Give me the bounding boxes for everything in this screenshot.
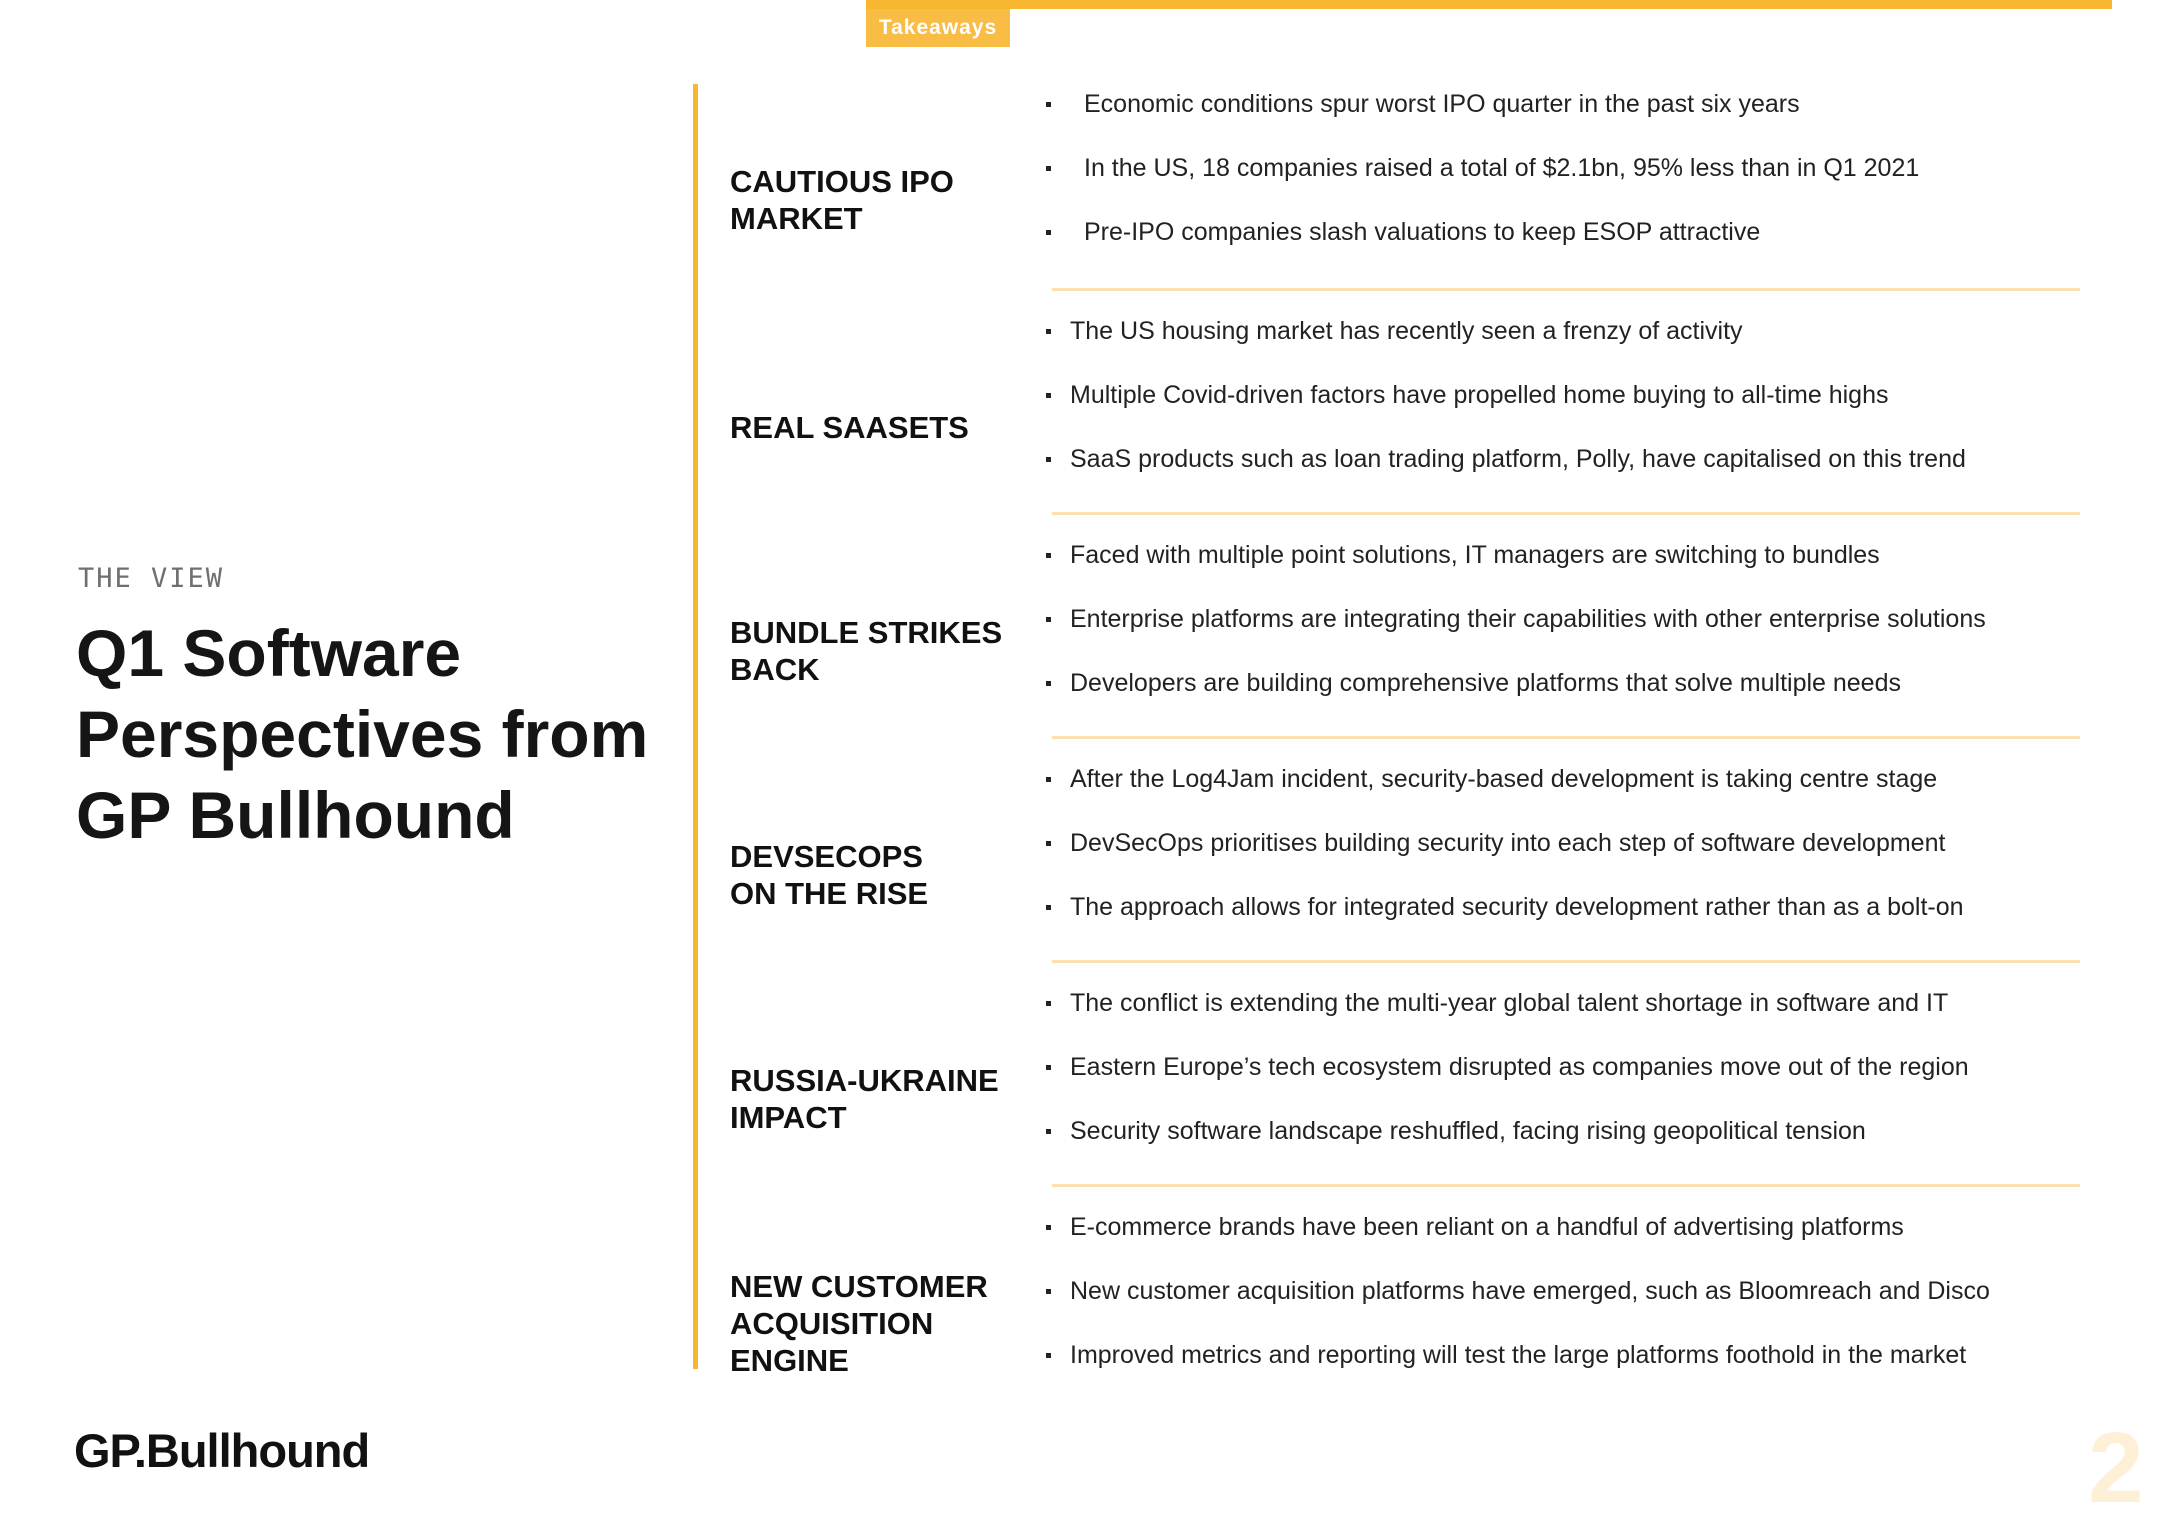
bullet-list	[1046, 988, 2096, 1180]
bullet-square-icon	[1046, 393, 1051, 398]
takeaway-section	[730, 540, 2090, 762]
bullet-item	[1046, 668, 2096, 732]
bullet-square-icon	[1046, 841, 1051, 846]
section-heading-line: ENGINE	[730, 1342, 849, 1378]
bullet-text: Security software landscape reshuffled, facing rising geopolitical tension	[1070, 1117, 1866, 1145]
bullet-item	[1046, 1052, 2096, 1116]
section-heading-line: ON THE RISE	[730, 876, 929, 911]
bullet-item	[1046, 89, 2096, 153]
bullet-text: In the US, 18 companies raised a total of $2.1bn, 95% less than in Q1 2021	[1084, 154, 1920, 182]
section-heading-line: RUSSIA-UKRAINE	[730, 1063, 999, 1098]
bullet-text: Improved metrics and reporting will test the large platforms foothold in the market	[1070, 1341, 1967, 1369]
bullet-text: After the Log4Jam incident, security-based development is taking centre stage	[1070, 765, 1938, 793]
bullet-item	[1046, 1276, 2096, 1340]
bullet-square-icon	[1046, 1129, 1051, 1134]
bullet-square-icon	[1046, 1065, 1051, 1070]
takeaway-section	[730, 988, 2090, 1210]
bullet-text: Eastern Europe’s tech ecosystem disrupted as companies move out of the region	[1070, 1053, 1969, 1081]
bullet-square-icon	[1046, 553, 1051, 558]
vertical-divider	[693, 84, 698, 1369]
section-heading	[730, 764, 1020, 986]
bullet-text: Faced with multiple point solutions, IT managers are switching to bundles	[1070, 541, 1880, 569]
bullet-item	[1046, 764, 2096, 828]
top-accent-rule	[866, 0, 2112, 9]
bullet-item	[1046, 604, 2096, 668]
section-heading-line: IMPACT	[730, 1100, 847, 1135]
bullet-square-icon	[1046, 1289, 1051, 1294]
bullet-square-icon	[1046, 329, 1051, 334]
section-separator	[1052, 1184, 2080, 1187]
bullet-text: Economic conditions spur worst IPO quarter in the past six years	[1084, 90, 1800, 118]
bullet-text: The conflict is extending the multi-year global talent shortage in software and IT	[1070, 989, 1949, 1017]
bullet-text: Enterprise platforms are integrating their capabilities with other enterprise solutions	[1070, 605, 1986, 633]
section-heading	[730, 316, 1020, 538]
takeaway-section	[730, 316, 2090, 538]
bullet-text: DevSecOps prioritises building security into each step of software development	[1070, 829, 1946, 857]
bullet-square-icon	[1046, 230, 1051, 235]
bullet-square-icon	[1046, 617, 1051, 622]
bullet-square-icon	[1046, 457, 1051, 462]
section-heading	[730, 988, 1020, 1210]
section-heading-line: BUNDLE STRIKES	[730, 615, 1003, 650]
bullet-text: Pre-IPO companies slash valuations to keep ESOP attractive	[1084, 218, 1761, 246]
bullet-square-icon	[1046, 1001, 1051, 1006]
bullet-square-icon	[1046, 681, 1051, 686]
bullet-item	[1046, 540, 2096, 604]
section-heading-line: MARKET	[730, 201, 863, 236]
section-heading	[730, 89, 1020, 311]
page-number: 2	[2088, 1412, 2144, 1524]
takeaway-section	[730, 89, 2090, 311]
bullet-item	[1046, 988, 2096, 1052]
section-eyebrow: THE VIEW	[78, 563, 225, 594]
section-heading	[730, 540, 1020, 762]
bullet-item	[1046, 828, 2096, 892]
section-separator	[1052, 960, 2080, 963]
bullet-item	[1046, 153, 2096, 217]
bullet-square-icon	[1046, 1225, 1051, 1230]
bullet-item	[1046, 1116, 2096, 1180]
bullet-list	[1046, 764, 2096, 956]
section-heading	[730, 1212, 1020, 1434]
bullet-text: Developers are building comprehensive platforms that solve multiple needs	[1070, 669, 1901, 697]
bullet-list	[1046, 540, 2096, 732]
bullet-text: Multiple Covid-driven factors have propelled home buying to all-time highs	[1070, 381, 1889, 409]
section-heading-line: CAUTIOUS IPO	[730, 164, 954, 199]
section-heading-line: ACQUISITION	[730, 1305, 934, 1341]
gp-bullhound-logo: GP.Bullhound	[74, 1424, 370, 1477]
bullet-item	[1046, 1340, 2096, 1404]
section-separator	[1052, 288, 2080, 291]
bullet-list	[1046, 1212, 2096, 1404]
section-heading-line: NEW CUSTOMER	[730, 1268, 988, 1304]
bullet-item	[1046, 380, 2096, 444]
takeaways-tag: Takeaways	[866, 9, 1010, 47]
bullet-text: New customer acquisition platforms have emerged, such as Bloomreach and Disco	[1070, 1277, 1990, 1305]
bullet-item	[1046, 1212, 2096, 1276]
bullet-item	[1046, 217, 2096, 281]
bullet-text: SaaS products such as loan trading platform, Polly, have capitalised on this trend	[1070, 445, 1966, 473]
bullet-square-icon	[1046, 1353, 1051, 1358]
bullet-square-icon	[1046, 102, 1051, 107]
section-heading-line: BACK	[730, 652, 820, 687]
section-separator	[1052, 736, 2080, 739]
bullet-square-icon	[1046, 777, 1051, 782]
takeaway-section	[730, 764, 2090, 986]
bullet-item	[1046, 892, 2096, 956]
bullet-square-icon	[1046, 905, 1051, 910]
section-separator	[1052, 512, 2080, 515]
bullet-item	[1046, 444, 2096, 508]
bullet-square-icon	[1046, 166, 1051, 171]
section-heading-line: DEVSECOPS	[730, 839, 923, 874]
bullet-list	[1046, 89, 2096, 281]
page-title: Q1 Software Perspectives from GP Bullhound	[76, 616, 649, 852]
bullet-text: E-commerce brands have been reliant on a handful of advertising platforms	[1070, 1213, 1904, 1241]
bullet-text: The US housing market has recently seen a frenzy of activity	[1070, 317, 1743, 345]
takeaway-section	[730, 1212, 2090, 1434]
bullet-item	[1046, 316, 2096, 380]
section-heading-line: REAL SAASETS	[730, 409, 969, 445]
bullet-text: The approach allows for integrated security development rather than as a bolt-on	[1070, 893, 1964, 921]
bullet-list	[1046, 316, 2096, 508]
